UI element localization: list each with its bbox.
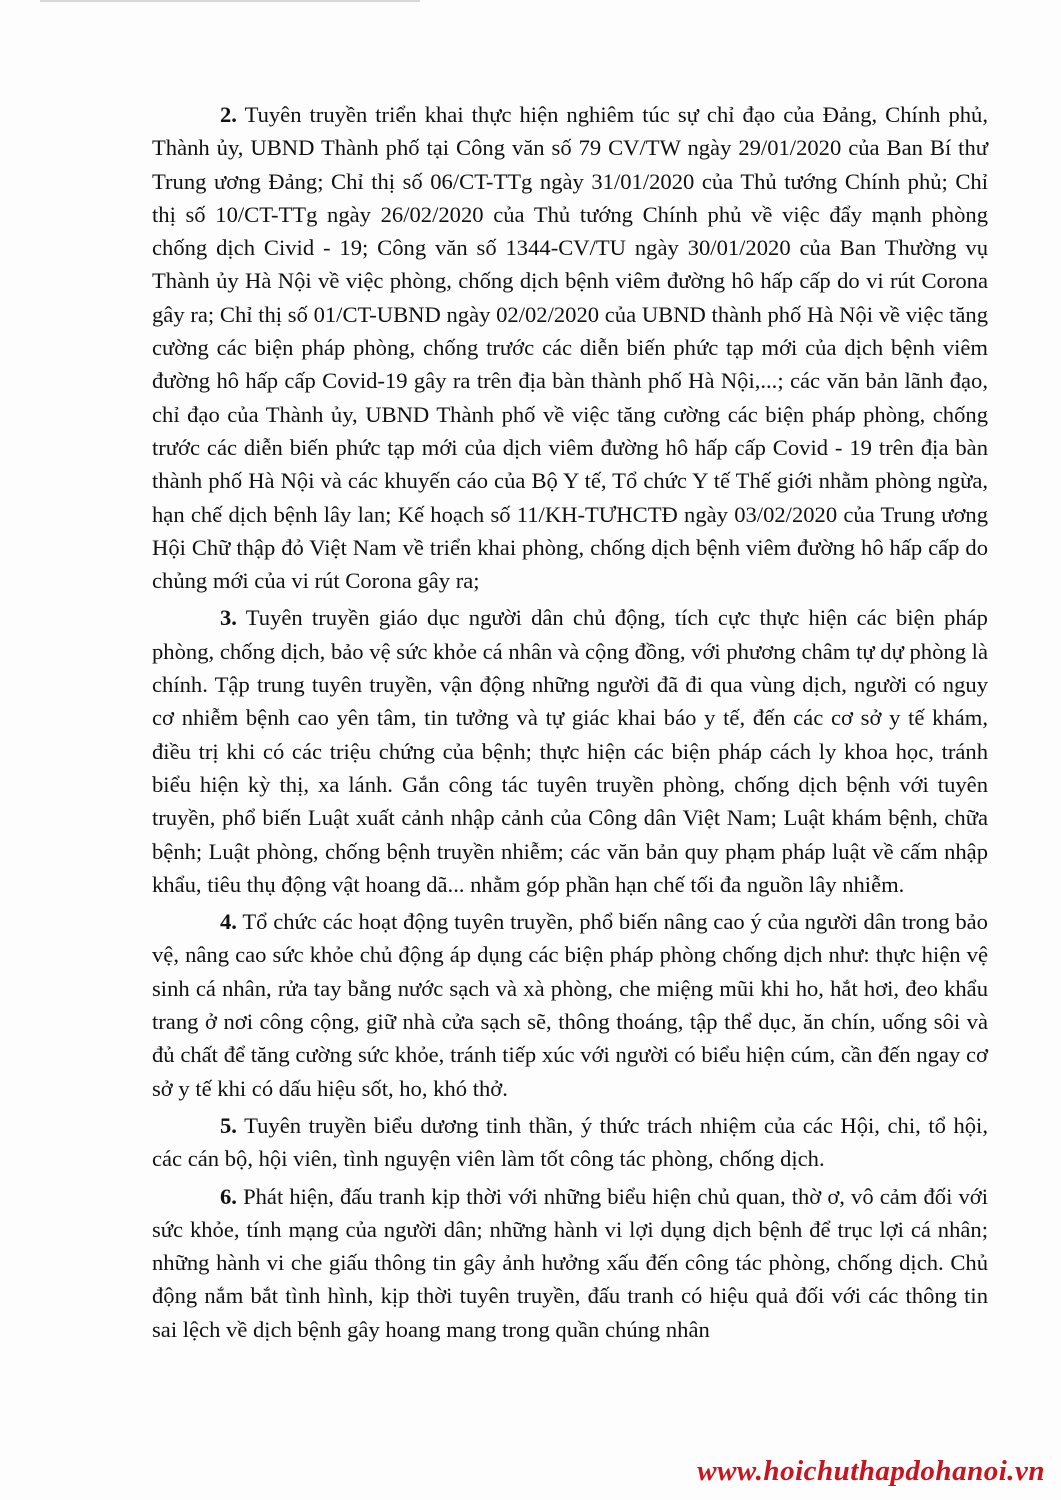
paragraph-number: 6. xyxy=(220,1183,237,1209)
website-watermark: www.hoichuthapdohanoi.vn xyxy=(697,1455,1045,1487)
paragraph-3 xyxy=(152,601,988,901)
paragraph-2 xyxy=(152,98,988,597)
paragraph-text: Tổ chức các hoạt động tuyên truyền, phổ biến nâng cao ý của người dân trong bảo vệ, nâng cao sức khỏe chủ động áp dụng các biện pháp phòng chống dịch như: thực hiện vệ sinh cá nhân, rửa tay bằng nước sạch và xà phòng, che miệng mũi khi ho, hắt hơi, đeo khẩu trang ở nơi công cộng, giữ nhà cửa sạch sẽ, thông thoáng, tập thể dục, ăn chín, uống sôi và đủ chất để tăng cường sức khỏe, tránh tiếp xúc với người có biểu hiện cúm, cần đến ngay cơ sở y tế khi có dấu hiệu sốt, ho, khó thở. xyxy=(152,909,988,1101)
paragraph-text: Tuyên truyền triển khai thực hiện nghiêm túc sự chỉ đạo của Đảng, Chính phủ, Thành ủy, UBND Thành phố tại Công văn số 79 CV/TW ngày 29/01/2020 của Ban Bí thư Trung ương Đảng; Chỉ thị số 06/CT-TTg ngày 31/01/2020 của Thủ tướng Chính phủ; Chỉ thị số 10/CT-TTg ngày 26/02/2020 của Thủ tướng Chính phủ về việc đẩy mạnh phòng chống dịch Civid - 19; Công văn số 1344-CV/TU ngày 30/01/2020 của Ban Thường vụ Thành ủy Hà Nội về việc phòng, chống dịch bệnh viêm đường hô hấp cấp do vi rút Corona gây ra; Chỉ thị số 01/CT-UBND ngày 02/02/2020 của UBND thành phố Hà Nội về việc tăng cường các biện pháp phòng, chống trước các diễn biến phức tạp mới của dịch bệnh viêm đường hô hấp cấp Covid-19 gây ra trên địa bàn thành phố Hà Nội,...; các văn bản lãnh đạo, chỉ đạo của Thành ủy, UBND Thành phố về việc tăng cường các biện pháp phòng, chống trước các diễn biến phức tạp mới của dịch viêm đường hô hấp cấp Covid - 19 trên địa bàn thành phố Hà Nội và các khuyến cáo của Bộ Y tế, Tổ chức Y tế Thế giới nhằm phòng ngừa, hạn chế dịch bệnh lây lan; Kế hoạch số 11/KH-TƯHCTĐ ngày 03/02/2020 của Trung ương Hội Chữ thập đỏ Việt Nam về triển khai phòng, chống dịch bệnh viêm đường hô hấp cấp do chủng mới của vi rút Corona gây ra; xyxy=(152,102,988,594)
document-body xyxy=(152,98,988,1350)
scan-top-edge xyxy=(40,0,420,2)
paragraph-6 xyxy=(152,1180,988,1346)
paragraph-number: 3. xyxy=(220,605,237,631)
paragraph-text: Phát hiện, đấu tranh kịp thời với những biểu hiện chủ quan, thờ ơ, vô cảm đối với sức khỏe, tính mạng của người dân; những hành vi lợi dụng dịch bệnh để trục lợi cá nhân; những hành vi che giấu thông tin gây ảnh hưởng xấu đến công tác phòng, chống dịch. Chủ động nắm bắt tình hình, kịp thời tuyên truyền, đấu tranh có hiệu quả đối với các thông tin sai lệch về dịch bệnh gây hoang mang trong quần chúng nhân xyxy=(152,1183,988,1342)
paragraph-5 xyxy=(152,1109,988,1176)
paragraph-number: 5. xyxy=(220,1112,237,1138)
paragraph-number: 2. xyxy=(220,102,237,127)
paragraph-4 xyxy=(152,905,988,1105)
paragraph-number: 4. xyxy=(220,909,237,935)
paragraph-text: Tuyên truyền giáo dục người dân chủ động, tích cực thực hiện các biện pháp phòng, chống dịch, bảo vệ sức khỏe cá nhân và cộng đồng, với phương châm tự dự phòng là chính. Tập trung tuyên truyền, vận động những người đã đi qua vùng dịch, người có nguy cơ nhiễm bệnh cao yên tâm, tin tưởng và tự giác khai báo y tế, đến các cơ sở y tế khám, điều trị khi có các triệu chứng của bệnh; thực hiện các biện pháp cách ly khoa học, tránh biểu hiện kỳ thị, xa lánh. Gắn công tác tuyên truyền phòng, chống dịch bệnh với tuyên truyền, phổ biến Luật xuất cảnh nhập cảnh của Công dân Việt Nam; Luật khám bệnh, chữa bệnh; Luật phòng, chống bệnh truyền nhiễm; các văn bản quy phạm pháp luật về cấm nhập khẩu, tiêu thụ động vật hoang dã... nhằm góp phần hạn chế tối đa nguồn lây nhiễm. xyxy=(152,605,988,897)
paragraph-text: Tuyên truyền biểu dương tinh thần, ý thức trách nhiệm của các Hội, chi, tổ hội, các cán bộ, hội viên, tình nguyện viên làm tốt công tác phòng, chống dịch. xyxy=(152,1112,988,1172)
